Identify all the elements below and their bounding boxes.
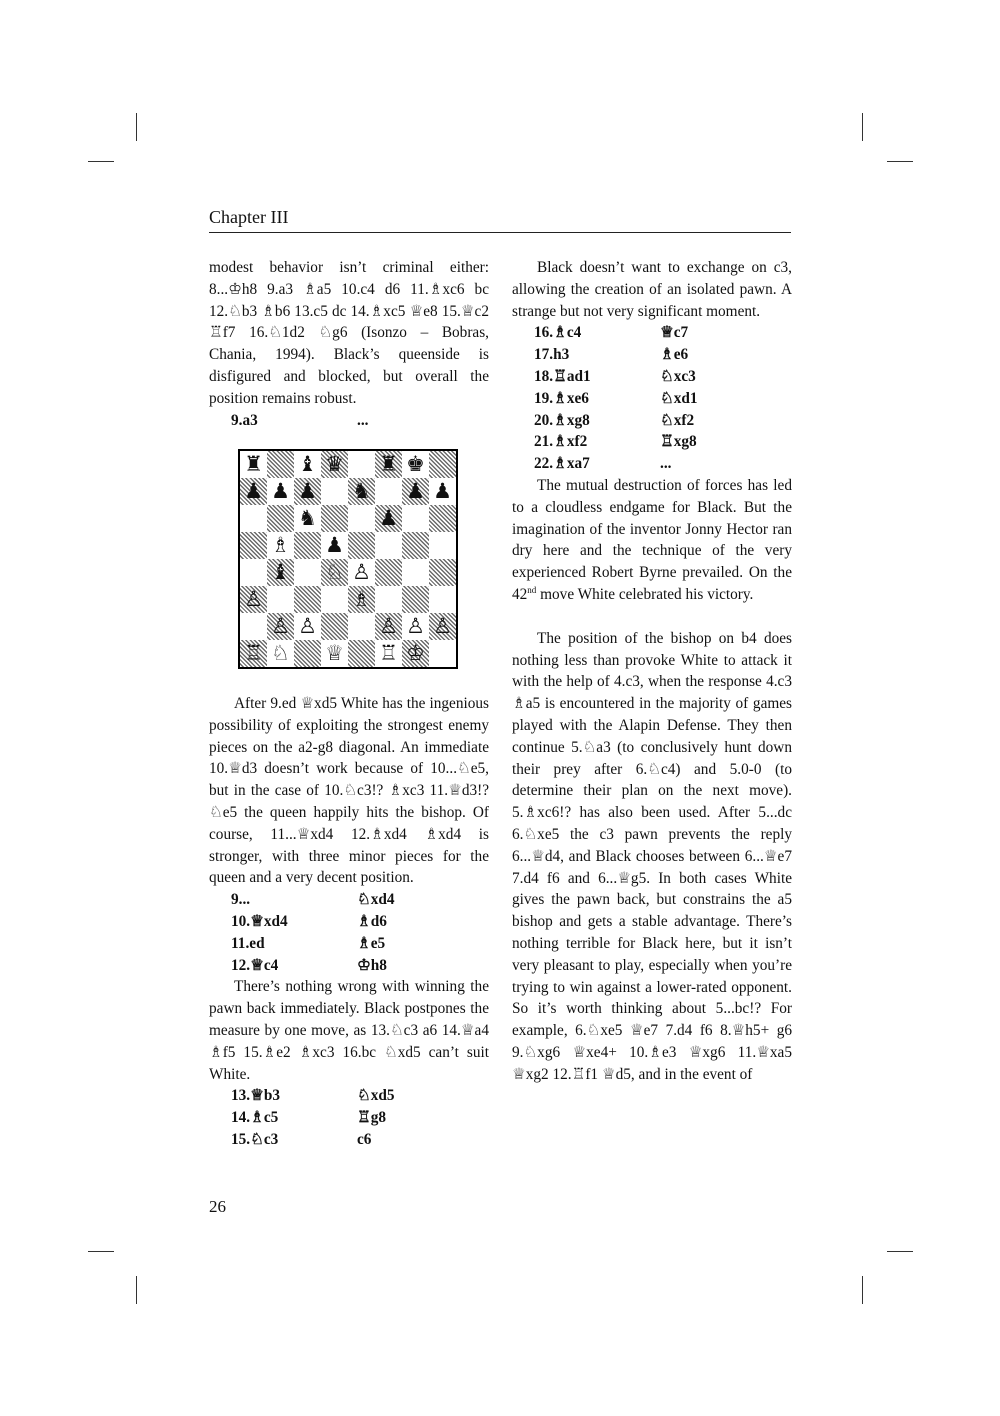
board-square [348, 532, 375, 559]
white-move: 14.♗c5 [231, 1109, 279, 1127]
black-move: ♔h8 [357, 956, 387, 974]
black-move: ♘xf2 [660, 411, 695, 429]
board-square [402, 559, 429, 586]
chess-piece-icon: ♛ [325, 452, 344, 476]
right-column [512, 257, 792, 1085]
board-square [267, 451, 294, 478]
chess-piece-icon: ♕ [325, 641, 344, 665]
board-square [429, 478, 456, 505]
chess-piece-icon: ♝ [298, 452, 317, 476]
board-square [267, 559, 294, 586]
board-square [402, 640, 429, 667]
board-square [294, 505, 321, 532]
crop-mark [862, 1276, 863, 1304]
chess-piece-icon: ♙ [271, 614, 290, 638]
move-list [209, 1085, 489, 1150]
board-square [267, 478, 294, 505]
chess-piece-icon: ♚ [406, 452, 425, 476]
paragraph: Black doesn’t want to exchange on c3, allowing the creation of an isolated pawn. A strange but not very significant moment. [512, 259, 792, 320]
board-square [321, 451, 348, 478]
chess-piece-icon: ♟ [433, 479, 452, 503]
board-square [429, 505, 456, 532]
board-square [321, 640, 348, 667]
board-square [321, 559, 348, 586]
board-square [402, 451, 429, 478]
white-move: 13.♕b3 [231, 1087, 280, 1105]
board-square [240, 478, 267, 505]
paragraph-text: move White celebrated his victory. [536, 585, 754, 603]
board-square [429, 451, 456, 478]
board-square [321, 532, 348, 559]
board-square [429, 640, 456, 667]
board-square [267, 505, 294, 532]
board-square [375, 559, 402, 586]
black-move: ♖g8 [357, 1109, 387, 1127]
board-square [294, 640, 321, 667]
chess-piece-icon: ♘ [325, 560, 344, 584]
move-list [512, 322, 792, 475]
chess-piece-icon: ♜ [244, 452, 263, 476]
chapter-title: Chapter III [209, 207, 289, 227]
board-square [402, 505, 429, 532]
paragraph-text: The mutual destruction of forces has led to a cloudless endgame for Black. But the imagination of the inventor Jonny Hector ran dry here and the technique of the very experienced Robert Byrne prevailed. On the 42 [512, 476, 792, 603]
chess-piece-icon: ♙ [244, 587, 263, 611]
board-square [348, 613, 375, 640]
chess-piece-icon: ♟ [298, 479, 317, 503]
white-move: 9.a3 [231, 411, 258, 429]
chess-piece-icon: ♞ [298, 506, 317, 530]
white-move: 22.♗xa7 [534, 455, 590, 473]
board-square [402, 532, 429, 559]
board-square [375, 532, 402, 559]
black-move: c6 [357, 1130, 372, 1148]
page-number: 26 [209, 1197, 226, 1216]
white-move: 9... [231, 891, 251, 909]
board-square [294, 532, 321, 559]
board-square [321, 505, 348, 532]
board-square [321, 613, 348, 640]
board-square [348, 505, 375, 532]
black-move: ♗e6 [660, 346, 689, 364]
board-square [321, 478, 348, 505]
board-square [240, 640, 267, 667]
left-column-bottom [209, 693, 489, 1151]
paragraph [512, 475, 792, 606]
chess-piece-icon: ♟ [271, 479, 290, 503]
move-list [209, 889, 489, 976]
chess-piece-icon: ♙ [352, 560, 371, 584]
board-square [240, 613, 267, 640]
paragraph: There’s nothing wrong with winning the pawn back immediately. Black postpones the measure by one move, as 13.♘c3 a6 14.♕a4 ♗f5 15.♗e2 ♗xc3 16.bc ♘xd5 can’t suit White. [209, 978, 489, 1083]
chess-piece-icon: ♜ [379, 452, 398, 476]
paragraph: The position of the bishop on b4 does nothing less than provoke White to attack it with the help of 4.c3, when the response 4.c3 ♗a5 is encountered in the majority of games played with the Alapin Defense. They then continue 5.♘a3 (to conclusively hunt down their prey after 6.♘c4) and 5.0-0 (to determine their plan on the next move). 5.♗xc6!? has also been used. After 5...dc 6.♘xe5 the c3 pawn prevents the reply 6...♕d4, and Black chooses between 6...♕e7 7.d4 f6 and 6...♕g5. In both cases White gives the pawn back, but constrains the a5 bishop and gets a stable advantage. There’s nothing terrible for Black here, but it isn’t very pleasant to play, especially when you’re trying to win against a lower-rated opponent. So it’s worth thinking about 5...bc!? For example, 6.♘xe5 ♕e7 7.d4 f6 8.♕h5+ g6 9.♘xg6 ♕xe4+ 10.♗e3 ♕xg6 11.♕xa5 ♕xg2 12.♖f1 ♕d5, and in the event of [512, 629, 792, 1083]
black-move: ♖xg8 [660, 433, 697, 451]
white-move: 20.♗xg8 [534, 411, 590, 429]
left-column-top [209, 257, 489, 431]
board-square [348, 451, 375, 478]
crop-mark [136, 113, 137, 141]
board-square [429, 586, 456, 613]
white-move: 16.♗c4 [534, 324, 582, 342]
chess-diagram [238, 449, 458, 669]
board-square [375, 451, 402, 478]
board-square [348, 478, 375, 505]
board-square [267, 532, 294, 559]
chess-piece-icon: ♟ [325, 533, 344, 557]
crop-mark [887, 1251, 913, 1252]
black-move: ♘xc3 [660, 367, 696, 385]
white-move: 12.♕c4 [231, 956, 279, 974]
chess-piece-icon: ♙ [379, 614, 398, 638]
board-square [429, 613, 456, 640]
crop-mark [887, 161, 913, 162]
board-square [294, 451, 321, 478]
board-square [375, 586, 402, 613]
black-move: ... [357, 411, 369, 429]
black-move: ♕c7 [660, 324, 689, 342]
board-square [267, 640, 294, 667]
board-square [240, 559, 267, 586]
chess-piece-icon: ♙ [406, 614, 425, 638]
ordinal-suffix: nd [527, 584, 537, 595]
crop-mark [136, 1276, 137, 1304]
chess-piece-icon: ♞ [352, 479, 371, 503]
header-rule [209, 232, 791, 233]
paragraph: After 9.ed ♕xd5 White has the ingenious possibility of exploiting the strongest enemy pieces on the a2-g8 diagonal. An immediate 10.♕d3 doesn’t work because of 10...♘e5, but in the case of 10.♘c3!? ♗xc3 11.♕d3!? ♘e5 the queen happily hits the bishop. Of course, 11...♕xd4 12.♗xd4 ♗xd4 is stronger, with three minor pieces for the queen and a very decent position. [209, 695, 489, 887]
board-square [375, 640, 402, 667]
board-square [348, 586, 375, 613]
black-move: ♗e5 [357, 934, 386, 952]
board-square [240, 505, 267, 532]
black-move: ♘xd4 [357, 891, 395, 909]
white-move: 15.♘c3 [231, 1130, 279, 1148]
board-square [240, 586, 267, 613]
board-square [240, 532, 267, 559]
chess-piece-icon: ♟ [244, 479, 263, 503]
chess-piece-icon: ♗ [352, 587, 371, 611]
board-square [348, 640, 375, 667]
crop-mark [88, 1251, 114, 1252]
board-square [375, 505, 402, 532]
board-square [402, 478, 429, 505]
chess-piece-icon: ♟ [379, 506, 398, 530]
white-move: 18.♖ad1 [534, 367, 591, 385]
black-move: ... [660, 455, 672, 473]
board-square [267, 613, 294, 640]
board-square [267, 586, 294, 613]
board-square [402, 613, 429, 640]
board-square [321, 586, 348, 613]
black-move: ♘xd5 [357, 1087, 395, 1105]
running-header [209, 204, 791, 233]
board-square [240, 451, 267, 478]
board-square [402, 586, 429, 613]
black-move: ♘xd1 [660, 389, 698, 407]
move-list [209, 410, 489, 432]
crop-mark [862, 113, 863, 141]
chess-piece-icon: ♘ [271, 641, 290, 665]
white-move: 11.ed [231, 934, 265, 952]
chess-piece-icon: ♔ [406, 641, 425, 665]
board-square [375, 613, 402, 640]
board-square [294, 613, 321, 640]
chess-piece-icon: ♙ [433, 614, 452, 638]
chess-piece-icon: ♖ [244, 641, 263, 665]
chess-piece-icon: ♙ [298, 614, 317, 638]
board-square [375, 478, 402, 505]
board-square [294, 478, 321, 505]
chess-piece-icon: ♗ [271, 533, 290, 557]
board-square [294, 559, 321, 586]
board-square [429, 559, 456, 586]
board-square [294, 586, 321, 613]
paragraph: modest behavior isn’t criminal either: 8...♔h8 9.a3 ♗a5 10.c4 d6 11.♗xc6 bc 12.♘b3 ♗b6 13.c5 dc 14.♗xc5 ♕e8 15.♕c2 ♖f7 16.♘1d2 ♘g6 (Isonzo – Bobras, Chania, 1994). Black’s queenside is disfigured and blocked, but overall the position remains robust. [209, 259, 489, 407]
chess-piece-icon: ♟ [406, 479, 425, 503]
white-move: 21.♗xf2 [534, 433, 588, 451]
white-move: 10.♕xd4 [231, 912, 288, 930]
chess-piece-icon: ♝ [271, 560, 290, 584]
board-square [348, 559, 375, 586]
white-move: 17.h3 [534, 346, 570, 364]
chess-piece-icon: ♖ [379, 641, 398, 665]
black-move: ♗d6 [357, 912, 387, 930]
crop-mark [88, 161, 114, 162]
board-square [429, 532, 456, 559]
white-move: 19.♗xe6 [534, 389, 589, 407]
